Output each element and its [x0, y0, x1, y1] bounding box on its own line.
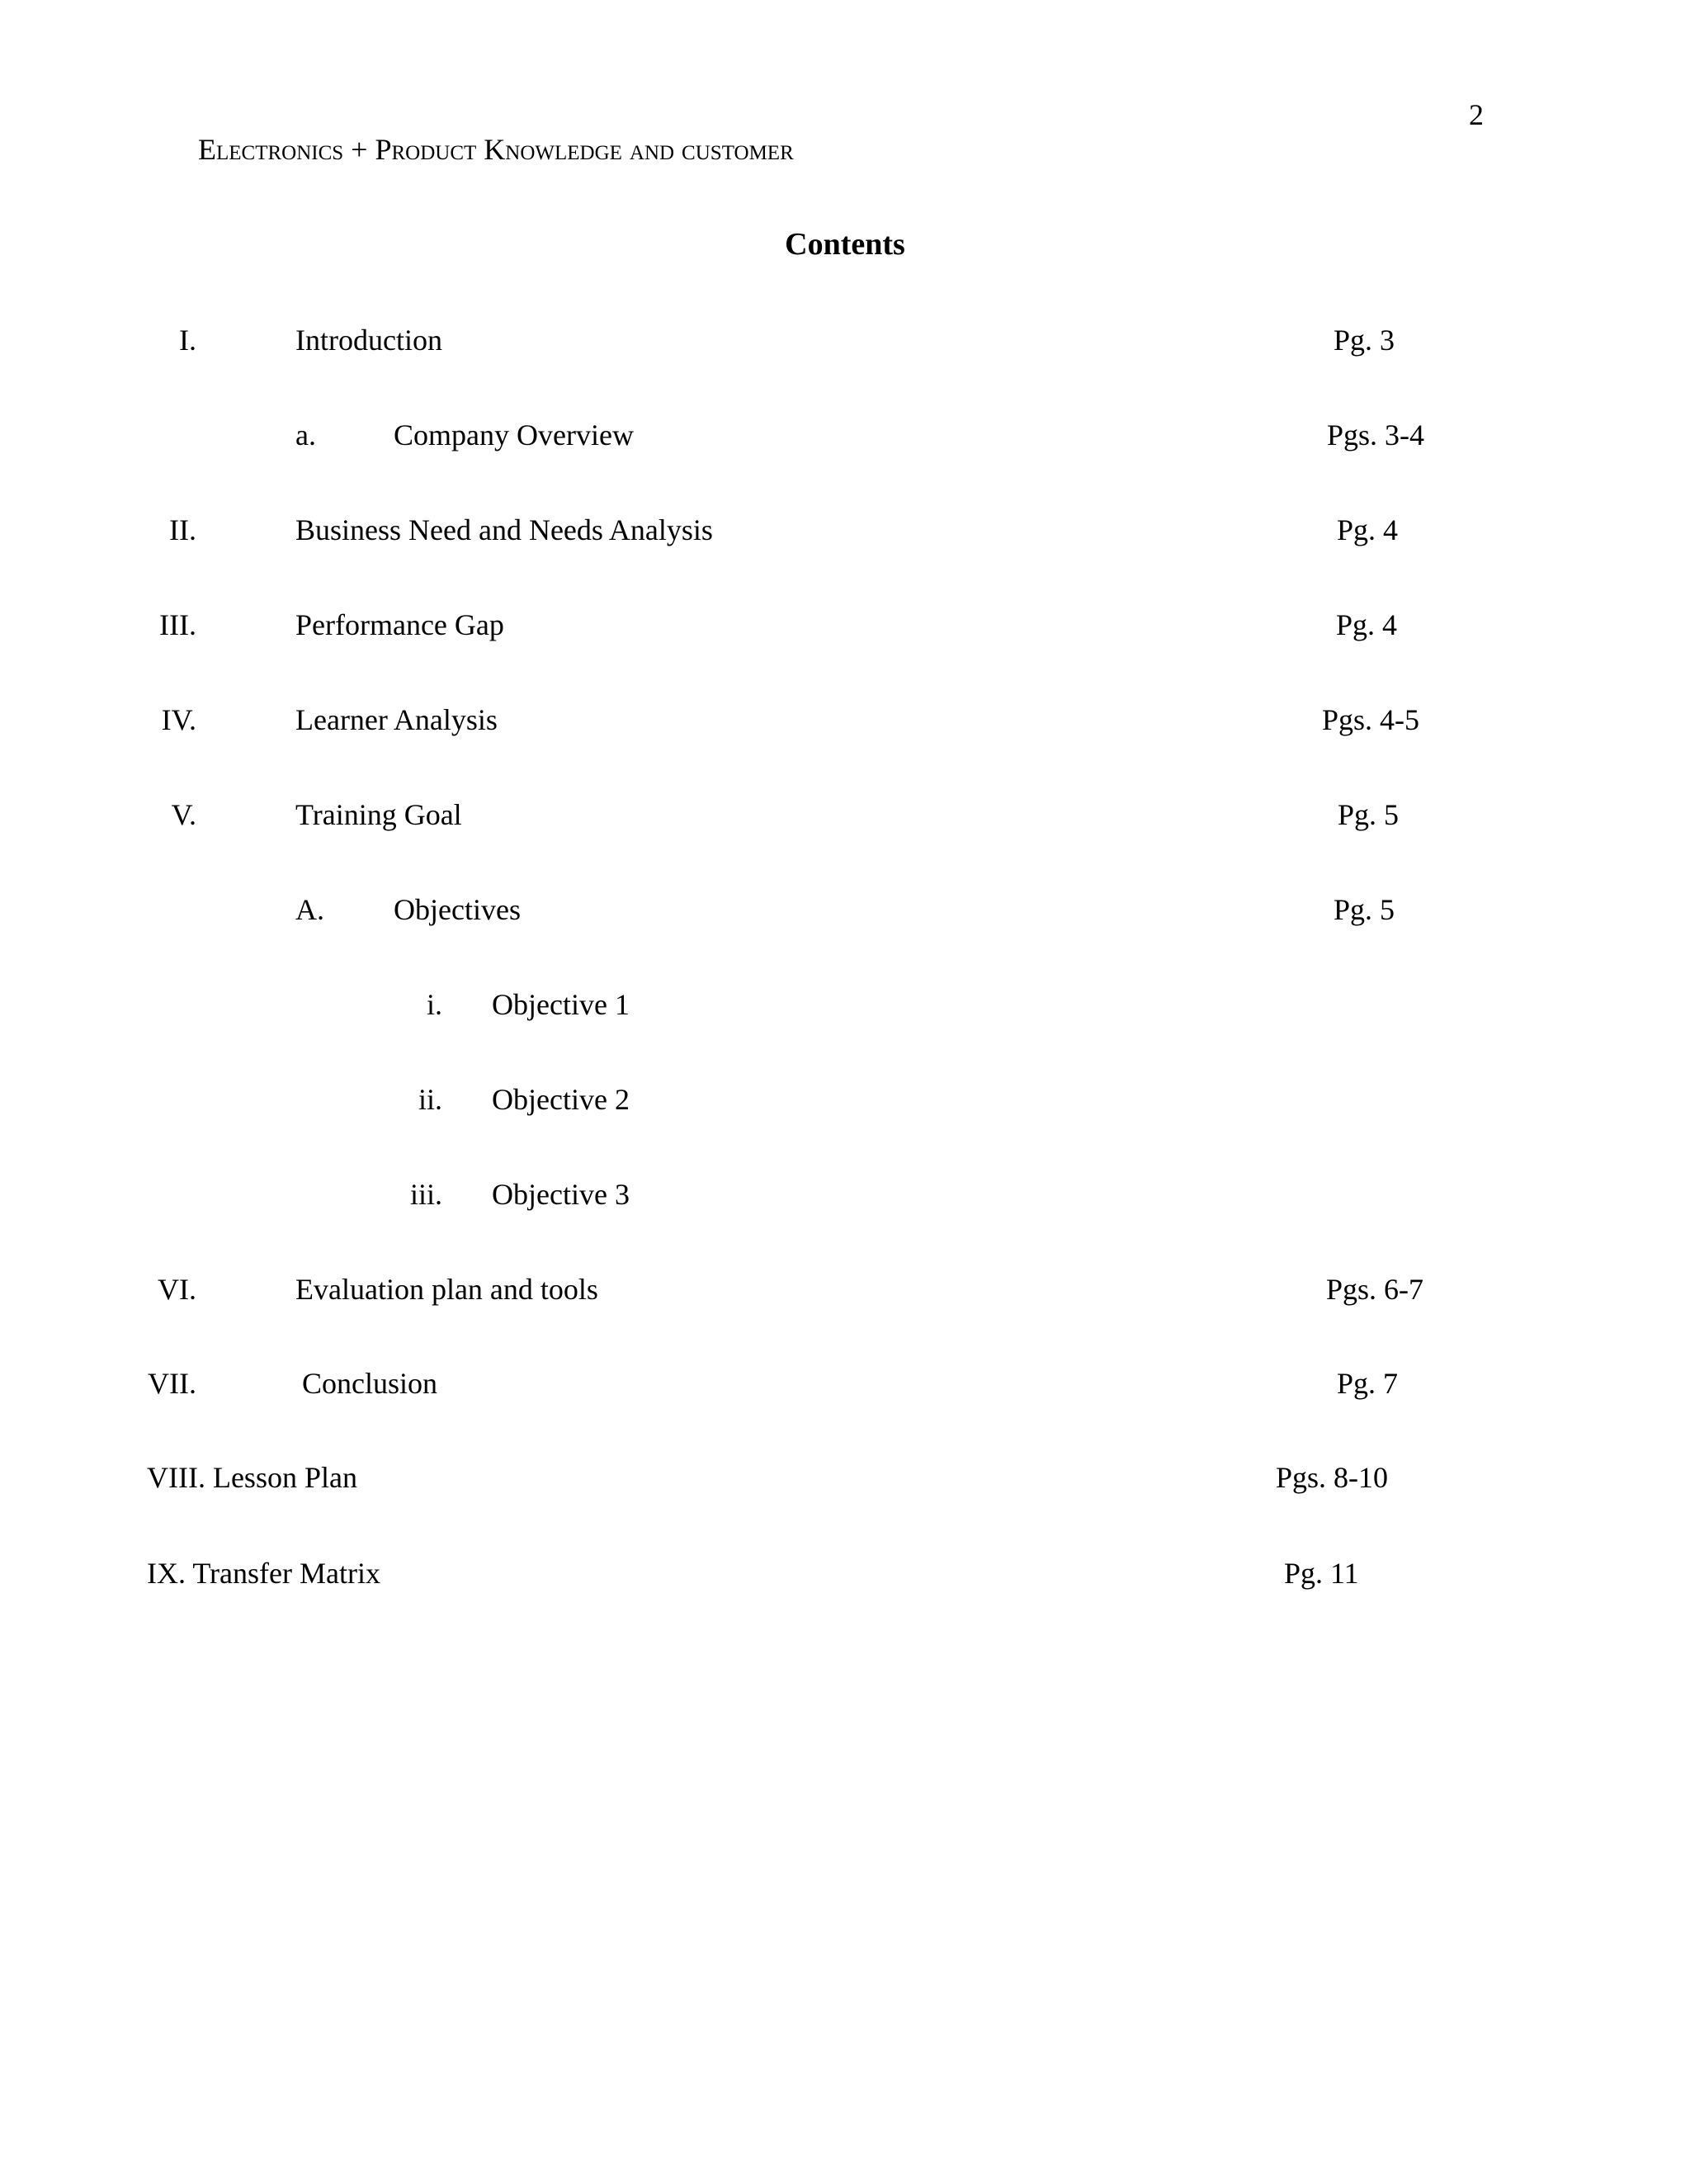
toc-entry-training-goal: [0, 790, 1690, 839]
toc-entry-objective-1: [0, 980, 1690, 1029]
toc-entry-page: Pgs. 4-5: [1322, 703, 1420, 736]
toc-entry-label: Objective 2: [492, 1083, 630, 1116]
toc-entry-page: Pgs. 8-10: [1276, 1461, 1389, 1494]
toc-entry-page: Pg. 4: [1336, 608, 1398, 641]
toc-entry-number: IV.: [161, 703, 196, 736]
toc-entry-label: IX. Transfer Matrix: [147, 1557, 380, 1590]
toc-entry-business-need: [0, 505, 1690, 555]
toc-entry-number: VI.: [158, 1273, 196, 1306]
toc-entry-number: ii.: [418, 1083, 442, 1116]
toc-entry-conclusion: [0, 1359, 1690, 1408]
toc-entry-learner-analysis: [0, 695, 1690, 745]
toc-entry-number: iii.: [409, 1178, 442, 1211]
toc-entry-number: A.: [295, 893, 324, 926]
toc-entry-label: VIII. Lesson Plan: [147, 1461, 357, 1494]
toc-entry-number: i.: [426, 988, 442, 1021]
toc-entry-number: a.: [295, 418, 316, 451]
toc-entry-number: III.: [159, 608, 196, 641]
toc-entry-introduction: [0, 315, 1690, 365]
toc-entry-page: Pgs. 3-4: [1327, 418, 1425, 451]
toc-entry-objective-2: [0, 1075, 1690, 1124]
contents-title: Contents: [785, 227, 905, 262]
page-number: 2: [1469, 98, 1484, 131]
toc-entry-objectives: [0, 885, 1690, 934]
toc-entry-label: Business Need and Needs Analysis: [295, 513, 713, 546]
toc-entry-label: Introduction: [295, 324, 442, 357]
toc-entry-company-overview: [0, 410, 1690, 460]
toc-entry-evaluation-plan: [0, 1265, 1690, 1314]
toc-entry-label: Performance Gap: [295, 608, 504, 641]
toc-entry-number: I.: [179, 324, 196, 357]
toc-entry-number: V.: [171, 798, 196, 831]
toc-entry-transfer-matrix: [0, 1548, 1690, 1598]
toc-entry-page: Pg. 11: [1284, 1557, 1359, 1590]
toc-entry-page: Pg. 7: [1337, 1367, 1399, 1400]
toc-entry-objective-3: [0, 1170, 1690, 1219]
toc-entry-number: II.: [169, 513, 196, 546]
toc-entry-label: Learner Analysis: [295, 703, 498, 736]
running-head: Electronics + Product Knowledge and customer: [198, 133, 794, 166]
toc-entry-performance-gap: [0, 600, 1690, 650]
toc-entry-page: Pg. 4: [1337, 513, 1399, 546]
toc-entry-page: Pg. 5: [1334, 893, 1395, 926]
toc-entry-page: Pg. 5: [1338, 798, 1400, 831]
toc-entry-number: VII.: [148, 1367, 196, 1400]
toc-entry-page: Pgs. 6-7: [1326, 1273, 1424, 1306]
toc-entry-page: Pg. 3: [1334, 324, 1395, 357]
toc-entry-label: Objective 1: [492, 988, 630, 1021]
toc-entry-label: Objective 3: [492, 1178, 630, 1211]
toc-entry-label: Company Overview: [394, 418, 634, 451]
toc-entry-label: Training Goal: [295, 798, 462, 831]
toc-entry-lesson-plan: [0, 1453, 1690, 1502]
toc-entry-label: Conclusion: [302, 1367, 438, 1400]
toc-entry-label: Evaluation plan and tools: [295, 1273, 598, 1306]
toc-entry-label: Objectives: [394, 893, 521, 926]
